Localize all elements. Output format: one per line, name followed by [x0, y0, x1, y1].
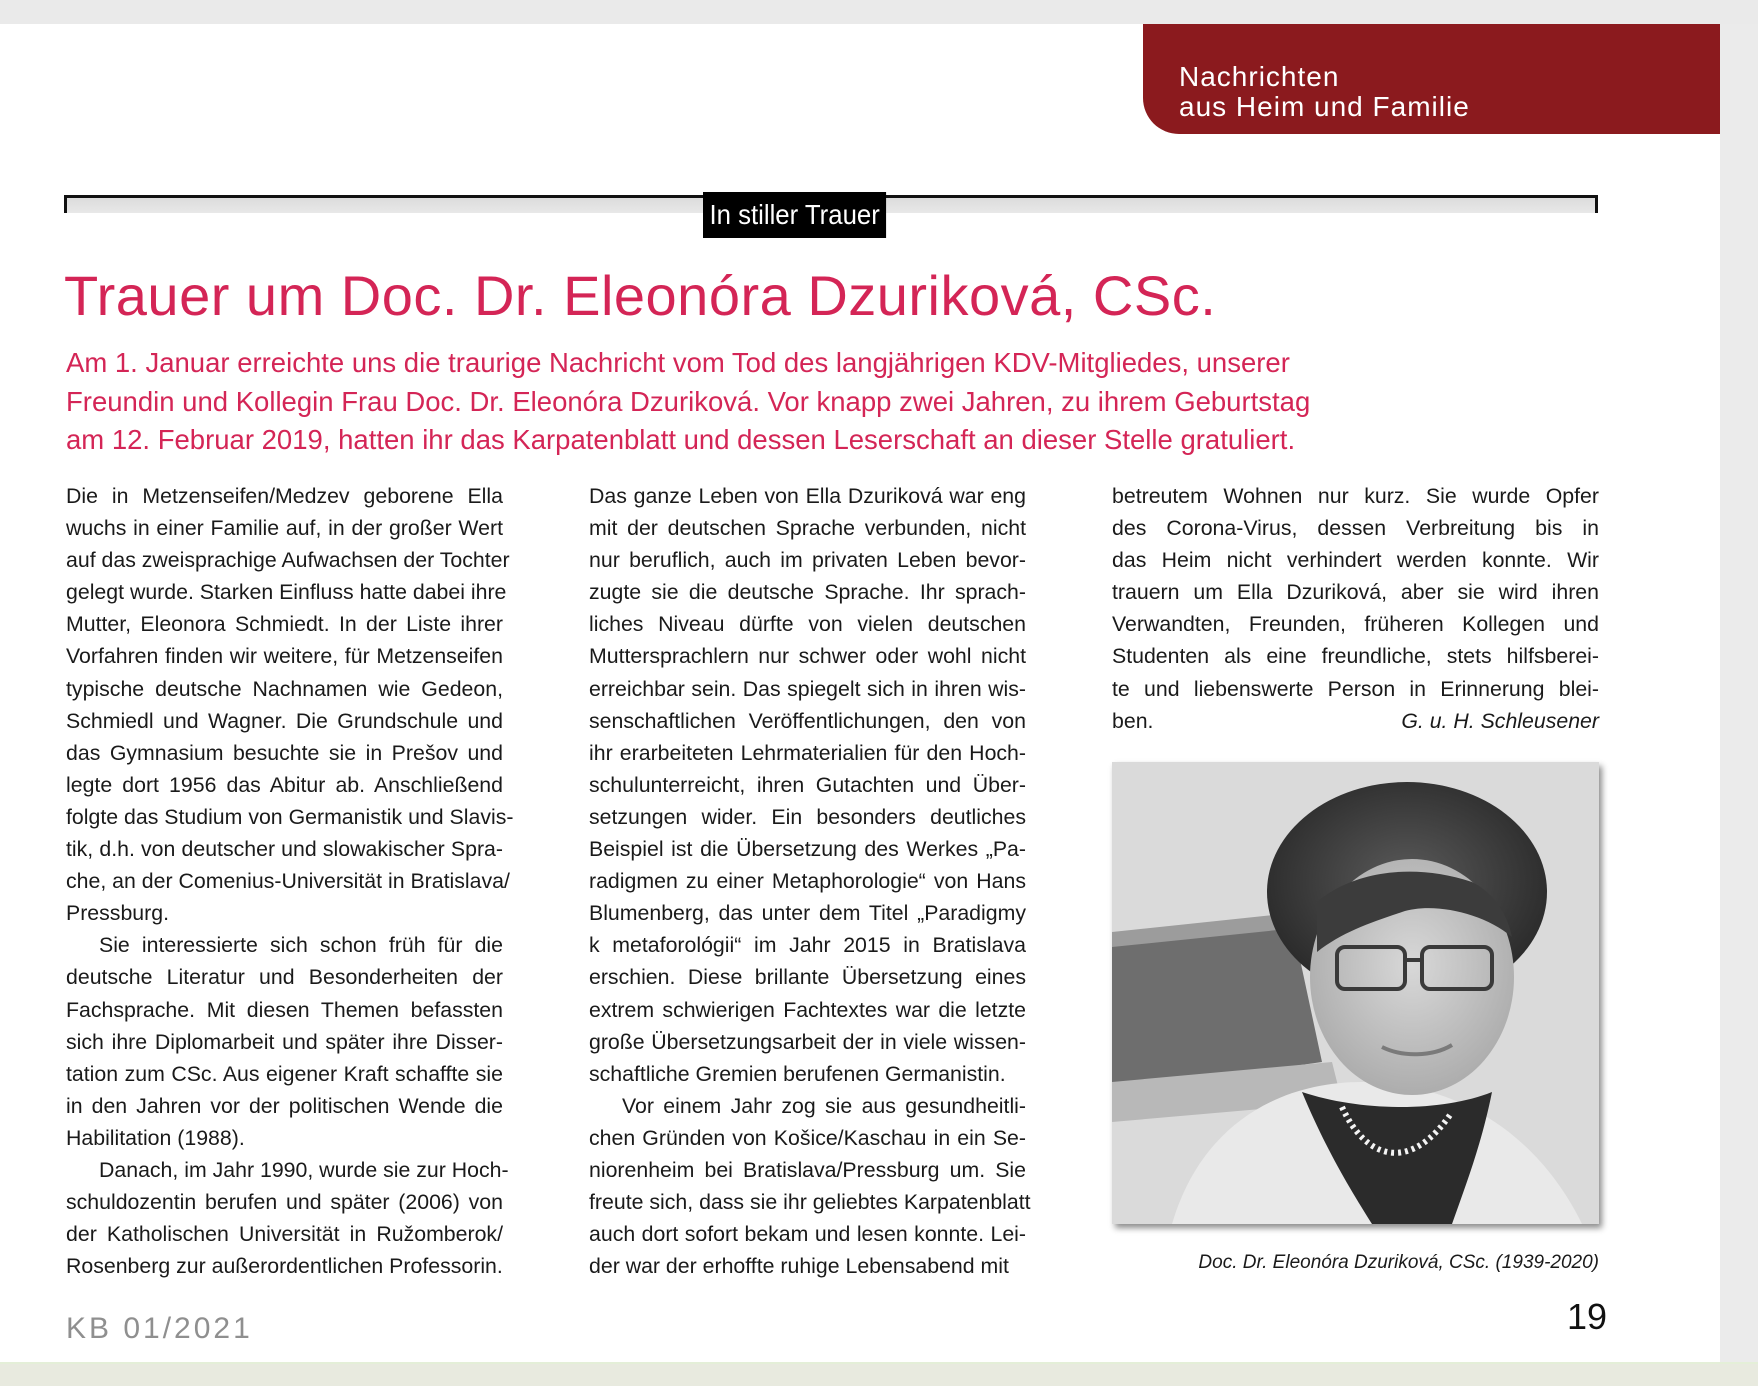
- photo-caption: Doc. Dr. Eleonóra Dzuriková, CSc. (1939-2020): [1198, 1252, 1599, 1273]
- body-text-line: erreichbar sein. Das spiegelt sich in ihren wis-: [589, 676, 1026, 701]
- body-text-line: radigmen zu einer Metaphorologie“ von Hans: [589, 869, 1026, 894]
- body-text-line: das Gymnasium besuchte sie in Prešov und: [66, 740, 503, 765]
- body-text-line: in den Jahren vor der politischen Wende die: [66, 1093, 503, 1118]
- body-text-line: extrem schwierigen Fachtextes war die letzte: [589, 997, 1026, 1022]
- body-text-line: che, an der Comenius-Universität in Bratislava/: [66, 869, 510, 894]
- body-text-line: Beispiel ist die Übersetzung des Werkes „Pa-: [589, 837, 1026, 862]
- body-text-line: Verwandten, Freunden, früheren Kollegen und: [1112, 612, 1599, 637]
- body-text-line: tik, d.h. von deutscher und slowakischer Spra-: [66, 837, 503, 862]
- body-text-line: gelegt wurde. Starken Einfluss hatte dabei ihre: [66, 580, 507, 605]
- body-text-line: Blumenberg, das unter dem Titel „Paradigmy: [589, 901, 1026, 926]
- kicker-label: In stiller Trauer: [703, 192, 886, 238]
- body-text-line: Danach, im Jahr 1990, wurde sie zur Hoch-: [99, 1157, 509, 1182]
- issue-label: KB 01/2021: [66, 1312, 253, 1345]
- body-text-line: auch dort sofort bekam und lesen konnte. Lei-: [589, 1222, 1026, 1247]
- body-text-line: schuldozentin berufen und später (2006) von: [66, 1190, 503, 1215]
- body-text-line: Vor einem Jahr zog sie aus gesundheitli-: [622, 1093, 1026, 1118]
- body-text-line: mit der deutschen Sprache verbunden, nicht: [589, 516, 1026, 541]
- body-text-line: liches Niveau dürfte von vielen deutschen: [589, 612, 1026, 637]
- body-text-line: ihr erarbeiteten Lehrmaterialien für den Hoch-: [589, 740, 1026, 765]
- article-column-2: [589, 480, 1031, 1282]
- body-text-line: Vorfahren finden wir weitere, für Metzenseifen: [66, 644, 503, 669]
- lead-line: am 12. Februar 2019, hatten ihr das Karpatenblatt und dessen Leserschaft an dieser Stelle gratuliert.: [66, 424, 1296, 455]
- portrait-photo: [1112, 762, 1599, 1224]
- page-number: 19: [1567, 1296, 1608, 1337]
- body-text-line: tation zum CSc. Aus eigener Kraft schaffte sie: [66, 1061, 503, 1086]
- closing-line: [1112, 705, 1599, 737]
- magazine-page: [0, 24, 1720, 1362]
- body-text-line: Muttersprachlern nur schwer oder wohl nicht: [589, 644, 1026, 669]
- body-text-line: wuchs in einer Familie auf, in der großer Wert: [66, 516, 503, 541]
- article-headline: Trauer um Doc. Dr. Eleonóra Dzuriková, CSc.: [64, 264, 1217, 327]
- body-text-line: te und liebenswerte Person in Erinnerung blei-: [1112, 676, 1599, 701]
- body-text-line: senschaftlichen Veröffentlichungen, den von: [589, 708, 1026, 733]
- article-column-3: [1112, 480, 1599, 737]
- body-text-line: Habilitation (1988).: [66, 1125, 245, 1150]
- viewer-bottom-edge: [0, 1362, 1758, 1386]
- body-text-line: nur beruflich, auch im privaten Leben bevor-: [589, 548, 1026, 573]
- body-text-line: des Corona-Virus, dessen Verbreitung bis in: [1112, 516, 1599, 541]
- body-text-line: zugte sie die deutsche Sprache. Ihr sprach-: [589, 580, 1026, 605]
- body-text-line: ben.: [1112, 708, 1154, 733]
- body-text-line: niorenheim bei Bratislava/Pressburg um. Sie: [589, 1157, 1026, 1182]
- author-signature: G. u. H. Schleusener: [1401, 708, 1599, 733]
- body-text-line: setzungen wider. Ein besonders deutliches: [589, 804, 1026, 829]
- section-title-line-1: Nachrichten: [1179, 61, 1340, 92]
- body-text-line: legte dort 1956 das Abitur ab. Anschließend: [66, 772, 503, 797]
- section-title-line-2: aus Heim und Familie: [1179, 91, 1470, 122]
- body-text-line: sich ihre Diplomarbeit und später ihre Disser-: [66, 1029, 503, 1054]
- body-text-line: Rosenberg zur außerordentlichen Professorin.: [66, 1254, 503, 1279]
- body-text-line: Schmiedl und Wagner. Die Grundschule und: [66, 708, 503, 733]
- body-text-line: deutsche Literatur und Besonderheiten der: [66, 965, 503, 990]
- portrait-image: [1112, 762, 1599, 1224]
- article-lead: [66, 344, 1602, 460]
- body-text-line: der Katholischen Universität in Ružomberok/: [66, 1222, 503, 1247]
- body-text-line: große Übersetzungsarbeit der in viele wissen-: [589, 1029, 1026, 1054]
- article-column-1: [66, 480, 514, 1282]
- body-text-line: erschien. Diese brillante Übersetzung eines: [589, 965, 1026, 990]
- body-text-line: Sie interessierte sich schon früh für die: [99, 933, 503, 958]
- body-text-line: chen Gründen von Košice/Kaschau in ein Se-: [589, 1125, 1026, 1150]
- body-text-line: freute sich, dass sie ihr geliebtes Karpatenblatt: [589, 1190, 1031, 1215]
- section-banner: [1143, 24, 1720, 134]
- body-text-line: trauern um Ella Dzuriková, aber sie wird ihren: [1112, 580, 1599, 605]
- body-text-line: folgte das Studium von Germanistik und Slavis-: [66, 804, 514, 829]
- body-text-line: Studenten als eine freundliche, stets hilfsberei-: [1112, 644, 1599, 669]
- body-text-line: Pressburg.: [66, 901, 169, 926]
- body-text-line: der war der erhoffte ruhige Lebensabend mit: [589, 1254, 1009, 1279]
- lead-line: Freundin und Kollegin Frau Doc. Dr. Eleonóra Dzuriková. Vor knapp zwei Jahren, zu ihrem Geburtstag: [66, 385, 1311, 417]
- body-text-line: k metaforológii“ im Jahr 2015 in Bratislava: [589, 933, 1026, 958]
- body-text-line: auf das zweisprachige Aufwachsen der Tochter: [66, 548, 510, 573]
- body-text-line: schaftliche Gremien berufenen Germanistin.: [589, 1061, 1006, 1086]
- body-text-line: Das ganze Leben von Ella Dzuriková war eng: [589, 484, 1026, 508]
- body-text-line: Die in Metzenseifen/Medzev geborene Ella: [66, 484, 503, 508]
- body-text-line: betreutem Wohnen nur kurz. Sie wurde Opfer: [1112, 484, 1599, 508]
- lead-line: Am 1. Januar erreichte uns die traurige Nachricht vom Tod des langjährigen KDV-Mitgliedes, unserer: [66, 347, 1290, 378]
- body-text-line: Mutter, Eleonora Schmiedt. In der Liste ihrer: [66, 612, 503, 637]
- body-text-line: typische deutsche Nachnamen wie Gedeon,: [66, 676, 503, 701]
- body-text-line: schulunterreicht, ihren Gutachten und Über-: [589, 772, 1026, 797]
- viewer-background: [1720, 24, 1758, 1362]
- body-text-line: das Heim nicht verhindert werden konnte. Wir: [1112, 548, 1599, 573]
- body-text-line: Fachsprache. Mit diesen Themen befassten: [66, 997, 503, 1022]
